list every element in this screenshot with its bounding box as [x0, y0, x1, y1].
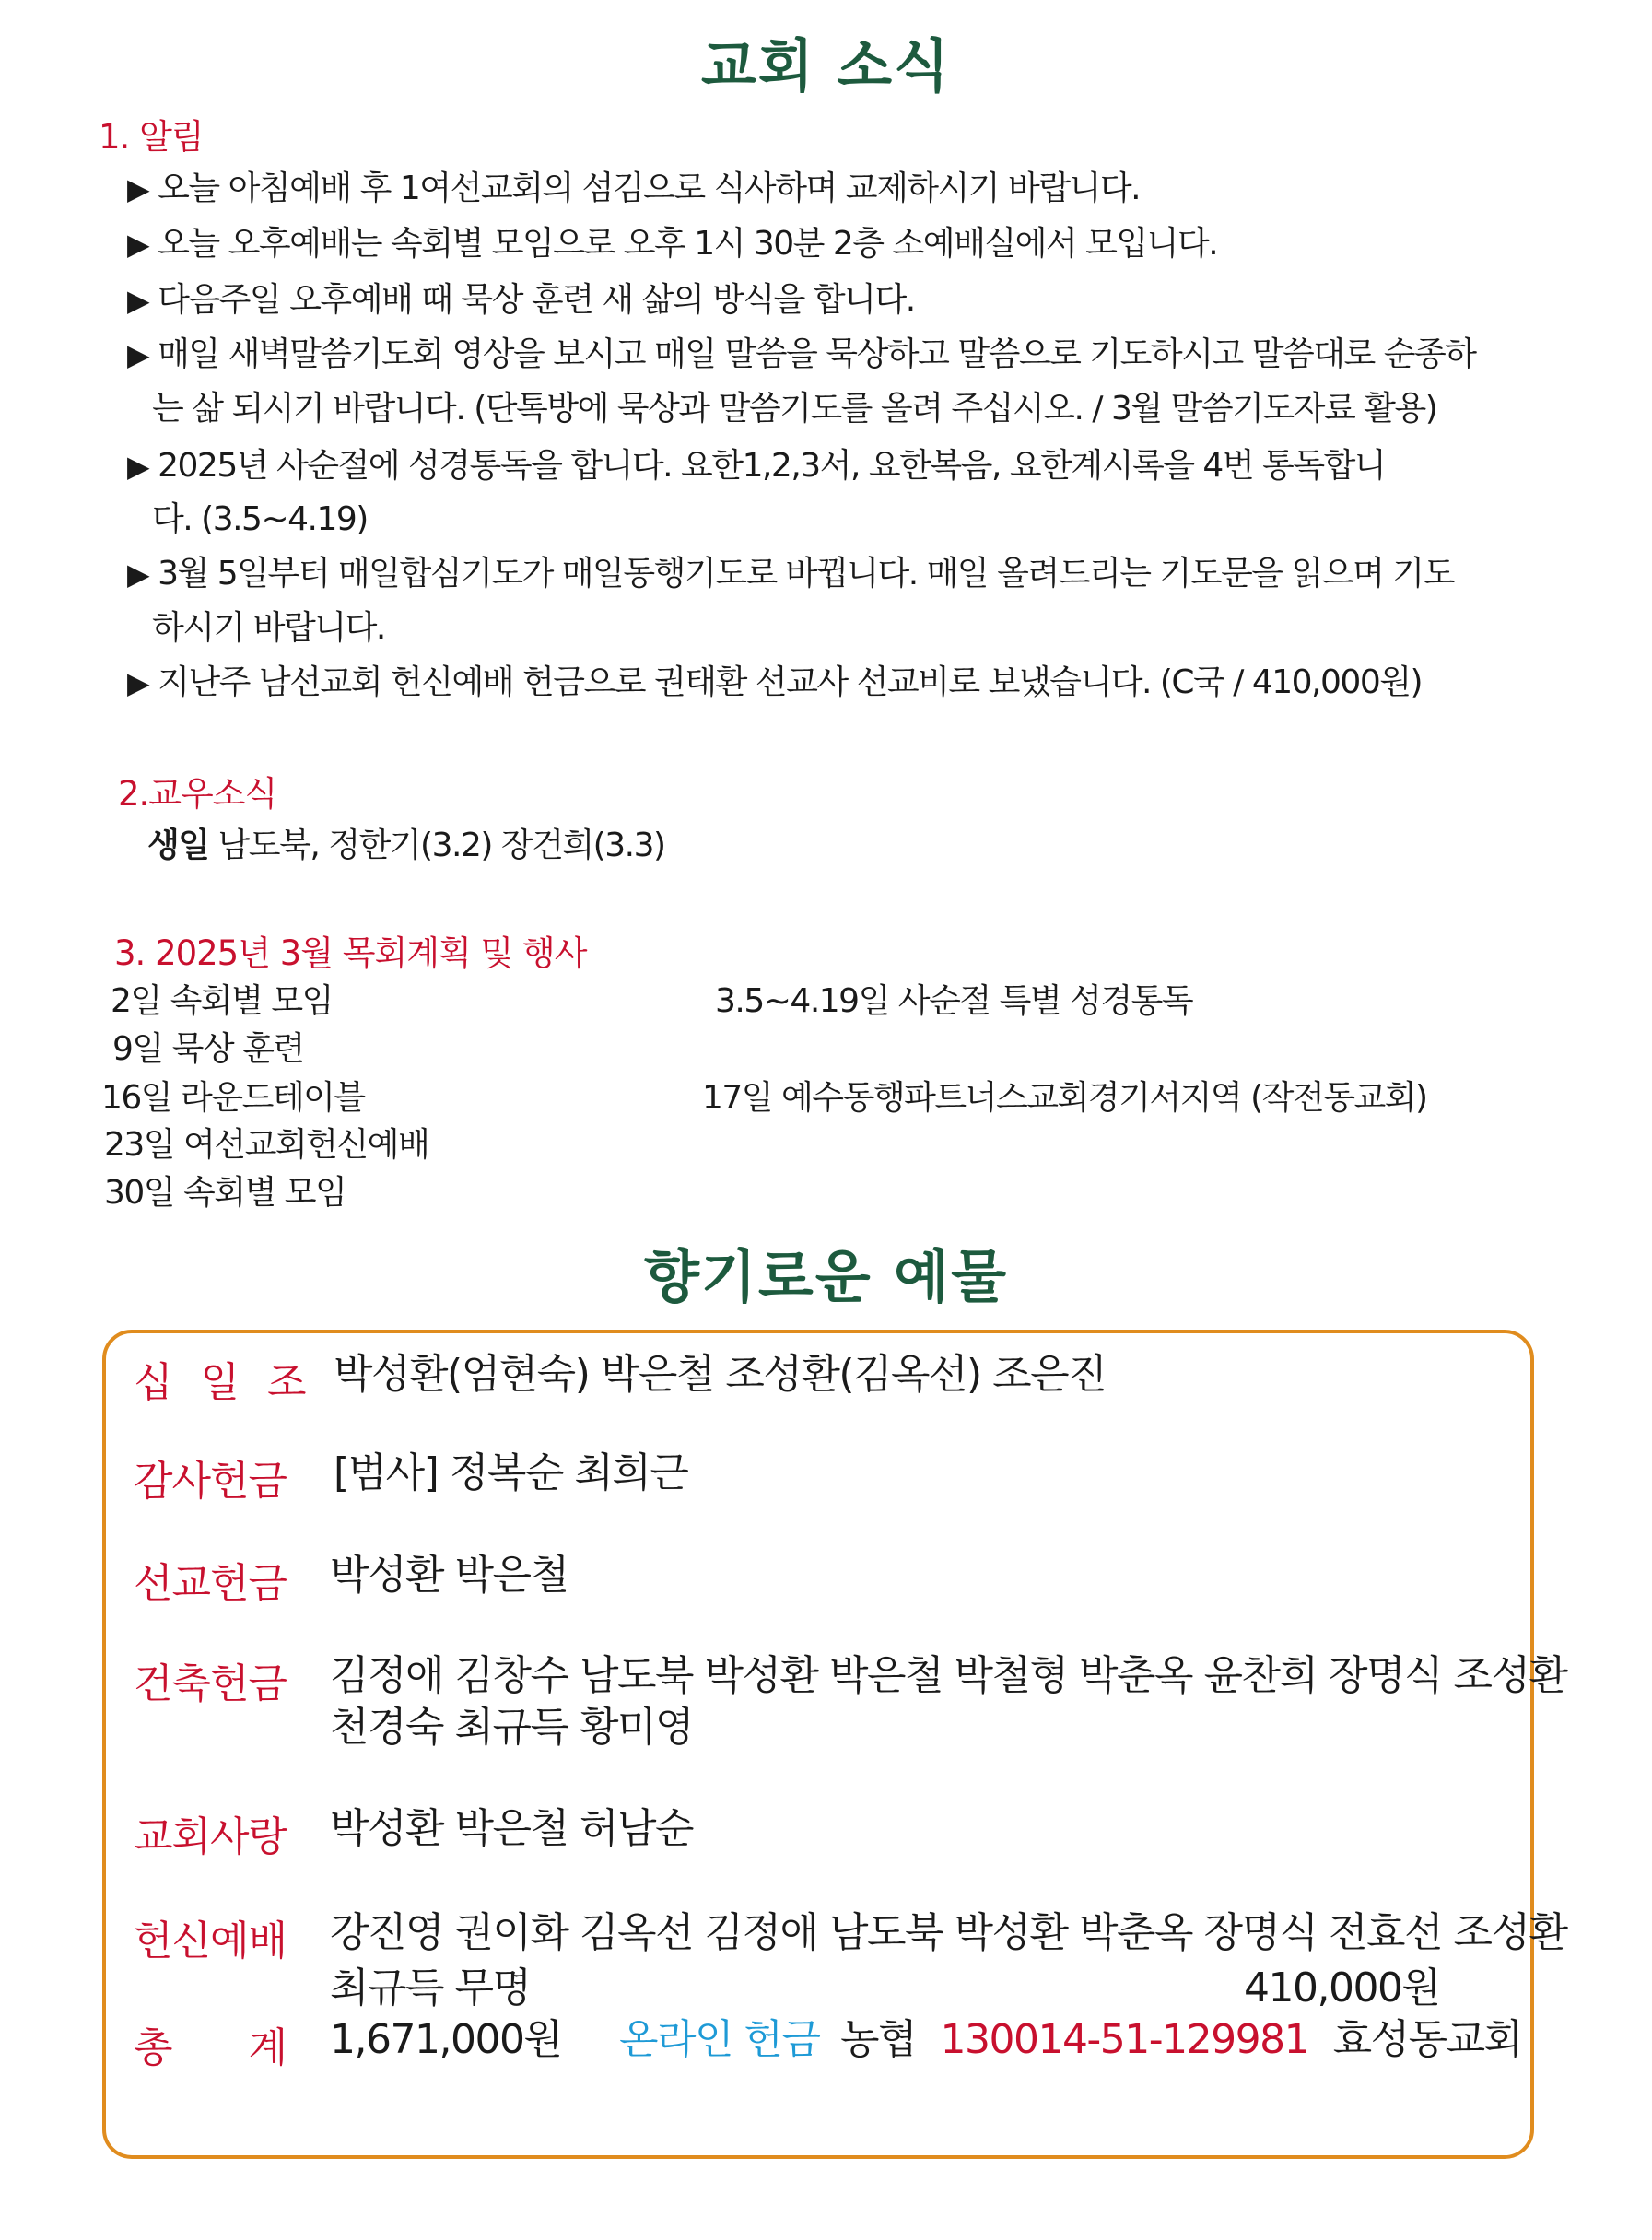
announcement-item: [127, 657, 1422, 709]
bank-account-number: 130014-51-129981: [940, 2016, 1309, 2063]
bullet-triangle-icon: ▶: [127, 171, 149, 206]
offering-names: 강진영 권이화 김옥선 김정애 남도북 박성환 박춘옥 장명식 전효선 조성환: [330, 1909, 1567, 1956]
announcement-text: 지난주 남선교회 헌신예배 헌금으로 권태환 선교사 선교비로 보냈습니다. (C국 / 410,000원): [158, 663, 1423, 701]
offering-names: [범사] 정복순 최희근: [334, 1449, 688, 1496]
announcement-item: [127, 275, 915, 326]
dedication-amount: 410,000원: [1244, 1964, 1440, 2011]
offering-label-tithe: 십 일 조: [134, 1359, 306, 1406]
announcement-text-cont: 하시기 바랍니다.: [152, 609, 385, 647]
offering-names: 최규득 무명: [330, 1964, 531, 2011]
announcement-text: 다음주일 오후예배 때 묵상 훈련 새 삶의 방식을 합니다.: [158, 281, 915, 319]
total-line: [330, 2014, 1522, 2066]
members-heading: 2.교우소식: [118, 774, 277, 814]
announcement-item: [127, 163, 1140, 215]
schedule-item: 3.5~4.19일 사순절 특별 성경통독: [715, 982, 1193, 1020]
birthday-label: 생일: [147, 827, 209, 864]
offering-title: 향기로운 예물: [644, 1243, 1008, 1310]
bullet-triangle-icon: ▶: [127, 449, 149, 484]
schedule-item: 16일 라운드테이블: [101, 1079, 365, 1117]
schedule-item: 17일 예수동행파트너스교회경기서지역 (작전동교회): [702, 1079, 1427, 1117]
birthday-line: [147, 820, 665, 872]
total-amount: 1,671,000원: [330, 2016, 562, 2063]
total-label: 총 계: [134, 2024, 287, 2071]
offering-label-building: 건축헌금: [134, 1660, 287, 1707]
bank-name: 농협: [839, 2016, 916, 2063]
offering-names: 박성환(엄현숙) 박은철 조성환(김옥선) 조은진: [334, 1351, 1107, 1398]
bullet-triangle-icon: ▶: [127, 665, 149, 700]
offering-names: 천경숙 최규득 황미영: [330, 1704, 694, 1751]
online-offering-label: 온라인 헌금: [618, 2016, 820, 2063]
announcement-text: 3월 5일부터 매일합심기도가 매일동행기도로 바뀝니다. 매일 올려드리는 기도문을 읽으며 기도: [158, 555, 1454, 592]
news-title: 교회 소식: [700, 32, 952, 100]
birthday-names: 남도북, 정한기(3.2) 장건희(3.3): [217, 827, 665, 864]
offering-label-dedication: 헌신예배: [134, 1917, 287, 1964]
schedule-item: 23일 여선교회헌신예배: [104, 1126, 429, 1164]
offering-names: 박성환 박은철: [330, 1552, 568, 1599]
offering-label-thanks: 감사헌금: [134, 1458, 287, 1505]
offering-label-church-love: 교회사랑: [134, 1813, 287, 1860]
announcement-text: 매일 새벽말씀기도회 영상을 보시고 매일 말씀을 묵상하고 말씀으로 기도하시고 말씀대로 순종하: [158, 335, 1476, 373]
announcement-item: [127, 440, 1385, 492]
announcement-text: 오늘 아침예배 후 1여선교회의 섬김으로 식사하며 교제하시기 바랍니다.: [158, 170, 1141, 207]
announcement-text: 오늘 오후예배는 속회별 모임으로 오후 1시 30분 2층 소예배실에서 모입니다.: [158, 225, 1218, 263]
offering-label-mission: 선교헌금: [134, 1560, 287, 1607]
account-holder: 효성동교회: [1332, 2016, 1522, 2063]
schedule-item: 30일 속회별 모임: [104, 1174, 346, 1212]
announcement-text-cont: 다. (3.5~4.19): [152, 500, 368, 538]
announcement-item: [127, 548, 1454, 600]
announcement-item: [127, 329, 1476, 381]
announcement-text: 2025년 사순절에 성경통독을 합니다. 요한1,2,3서, 요한복음, 요한계시록을 4번 통독합니: [158, 447, 1386, 485]
announcement-item: [127, 218, 1217, 270]
schedule-item: 2일 속회별 모임: [111, 982, 333, 1020]
bullet-triangle-icon: ▶: [127, 283, 149, 318]
bullet-triangle-icon: ▶: [127, 227, 149, 262]
announcements-heading: 1. 알림: [99, 117, 204, 157]
announcement-text-cont: 는 삶 되시기 바랍니다. (단톡방에 묵상과 말씀기도를 올려 주십시오. / 3월 말씀기도자료 활용): [152, 390, 1437, 428]
bullet-triangle-icon: ▶: [127, 557, 149, 592]
schedule-item: 9일 묵상 훈련: [112, 1030, 304, 1068]
bullet-triangle-icon: ▶: [127, 337, 149, 372]
offering-names: 김정애 김창수 남도북 박성환 박은철 박철형 박춘옥 윤찬희 장명식 조성환: [330, 1652, 1567, 1699]
schedule-heading: 3. 2025년 3월 목회계획 및 행사: [114, 933, 587, 973]
offering-names: 박성환 박은철 허남순: [330, 1805, 694, 1852]
